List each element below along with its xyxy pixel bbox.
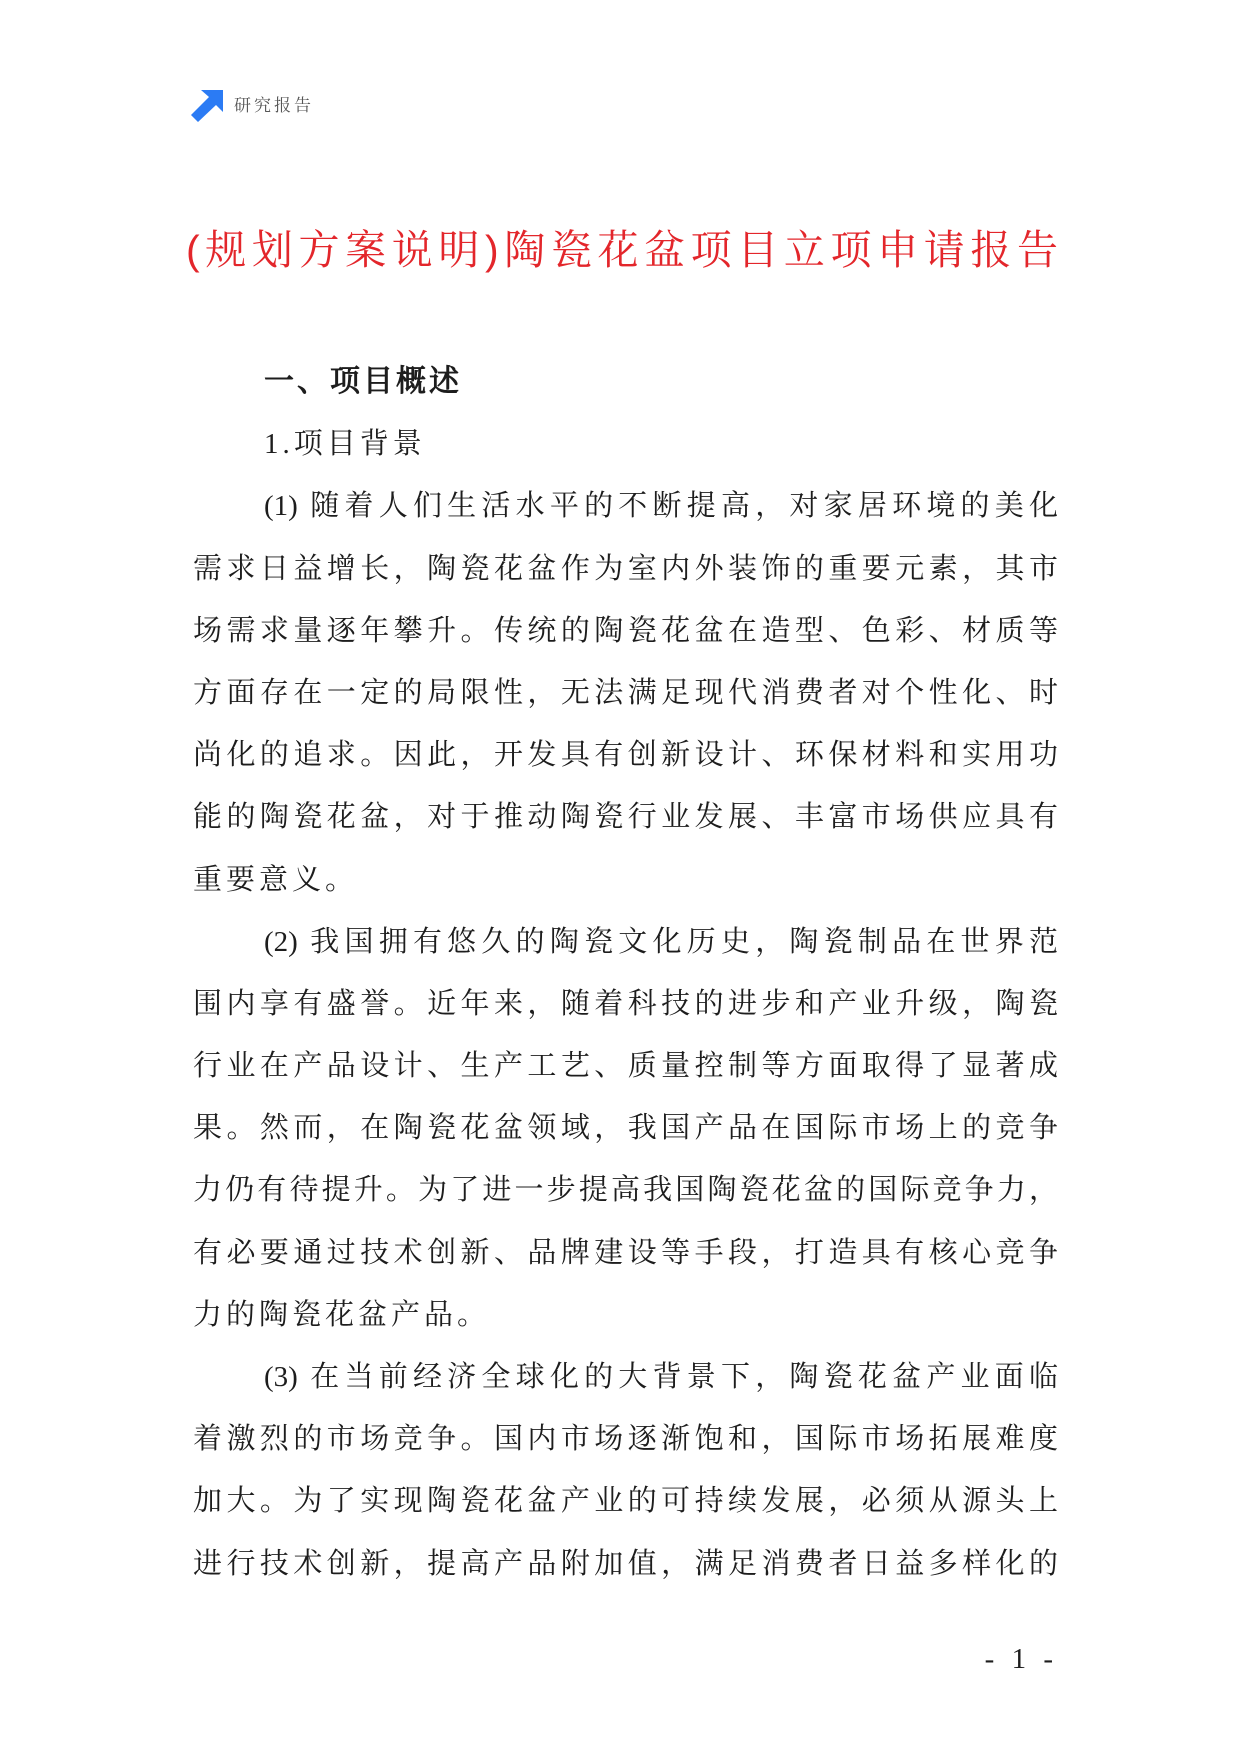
paragraph-line: 行业在产品设计、生产工艺、质量控制等方面取得了显著成 — [193, 1050, 1058, 1083]
document-body — [193, 351, 1058, 1595]
paragraph-line: 能的陶瓷花盆，对于推动陶瓷行业发展、丰富市场供应具有 — [193, 801, 1058, 834]
paragraph-line: 果。然而，在陶瓷花盆领域，我国产品在国际市场上的竞争 — [193, 1112, 1058, 1145]
section-subheading: 1.项目背景 — [264, 428, 426, 461]
paragraph-line: 尚化的追求。因此，开发具有创新设计、环保材料和实用功 — [193, 739, 1058, 772]
paragraph-2 — [193, 911, 1058, 1346]
paragraph-line: 场需求量逐年攀升。传统的陶瓷花盆在造型、色彩、材质等 — [193, 614, 1058, 647]
arrow-up-right-icon — [191, 90, 223, 122]
document-title: (规划方案说明)陶瓷花盆项目立项申请报告 — [186, 227, 1058, 273]
header-label: 研究报告 — [234, 96, 314, 115]
paragraph-line: (2) 我国拥有悠久的陶瓷文化历史，陶瓷制品在世界范 — [264, 925, 1058, 958]
paragraph-line: 方面存在一定的局限性，无法满足现代消费者对个性化、时 — [193, 676, 1058, 709]
paragraph-line: 力仍有待提升。为了进一步提高我国陶瓷花盆的国际竞争力， — [193, 1174, 1058, 1207]
paragraph-line: (1) 随着人们生活水平的不断提高，对家居环境的美化 — [264, 490, 1058, 523]
paragraph-line: (3) 在当前经济全球化的大背景下，陶瓷花盆产业面临 — [264, 1361, 1058, 1393]
paragraph-1 — [193, 475, 1058, 910]
paragraph-line: 进行技术创新，提高产品附加值，满足消费者日益多样化的 — [193, 1547, 1058, 1580]
page-number: - 1 - — [984, 1643, 1058, 1675]
paragraph-3 — [193, 1346, 1058, 1595]
brand-logo-icon — [191, 90, 223, 122]
paragraph-line: 加大。为了实现陶瓷花盆产业的可持续发展，必须从源头上 — [193, 1485, 1058, 1518]
paragraph-line: 力的陶瓷花盆产品。 — [193, 1298, 491, 1331]
section-heading: 一、项目概述 — [264, 365, 462, 398]
paragraph-line: 重要意义。 — [193, 863, 359, 896]
paragraph-line: 有必要通过技术创新、品牌建设等手段，打造具有核心竞争 — [193, 1236, 1058, 1269]
paragraph-line: 围内享有盛誉。近年来，随着科技的进步和产业升级，陶瓷 — [193, 987, 1058, 1020]
paragraph-line: 着激烈的市场竞争。国内市场逐渐饱和，国际市场拓展难度 — [193, 1423, 1058, 1456]
paragraph-line: 需求日益增长，陶瓷花盆作为室内外装饰的重要元素，其市 — [193, 552, 1058, 585]
